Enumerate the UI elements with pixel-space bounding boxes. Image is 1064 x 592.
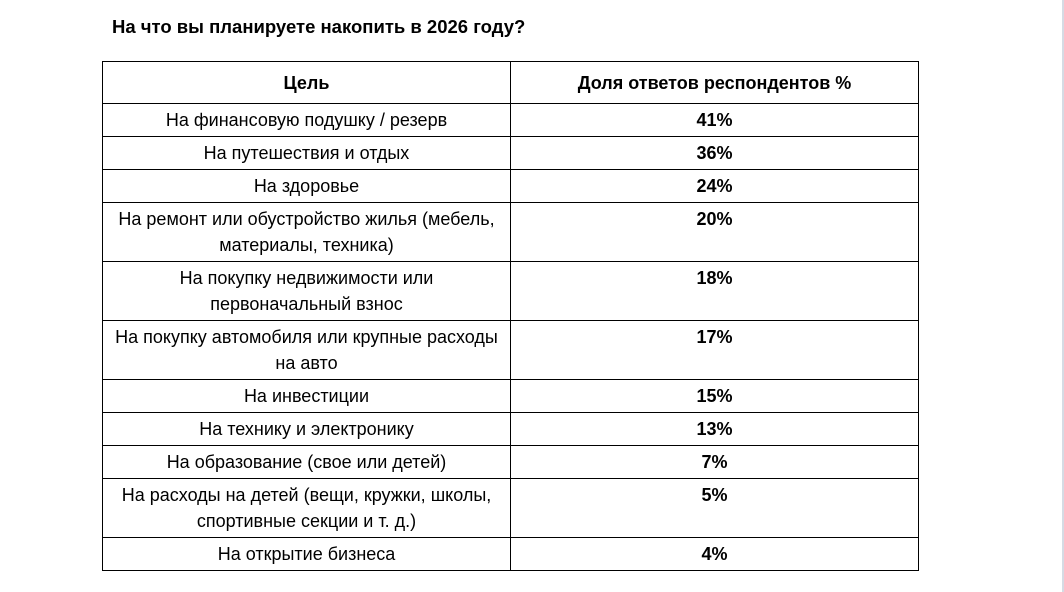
goal-cell: На инвестиции: [103, 380, 511, 413]
table-row: [103, 380, 919, 413]
goal-cell: На здоровье: [103, 170, 511, 203]
table-header-row: [103, 62, 919, 104]
table-row: [103, 321, 919, 380]
goal-cell: На образование (свое или детей): [103, 446, 511, 479]
share-cell: 5%: [511, 479, 919, 538]
goal-cell: На покупку автомобиля или крупные расходы на авто: [103, 321, 511, 380]
table-row: [103, 170, 919, 203]
share-cell: 36%: [511, 137, 919, 170]
goal-cell: На путешествия и отдых: [103, 137, 511, 170]
table-row: [103, 479, 919, 538]
column-header-share: Доля ответов респондентов %: [511, 62, 919, 104]
survey-results-table: [102, 61, 919, 571]
share-cell: 13%: [511, 413, 919, 446]
table-row: [103, 203, 919, 262]
share-cell: 7%: [511, 446, 919, 479]
table-row: [103, 446, 919, 479]
table-row: [103, 104, 919, 137]
column-header-goal: Цель: [103, 62, 511, 104]
goal-cell: На покупку недвижимости или первоначальный взнос: [103, 262, 511, 321]
goal-cell: На ремонт или обустройство жилья (мебель, материалы, техника): [103, 203, 511, 262]
share-cell: 18%: [511, 262, 919, 321]
share-cell: 24%: [511, 170, 919, 203]
table-row: [103, 262, 919, 321]
table-row: [103, 137, 919, 170]
goal-cell: На технику и электронику: [103, 413, 511, 446]
goal-cell: На финансовую подушку / резерв: [103, 104, 511, 137]
share-cell: 4%: [511, 538, 919, 571]
share-cell: 17%: [511, 321, 919, 380]
share-cell: 15%: [511, 380, 919, 413]
page-title: На что вы планируете накопить в 2026 году?: [112, 16, 526, 37]
share-cell: 20%: [511, 203, 919, 262]
share-cell: 41%: [511, 104, 919, 137]
goal-cell: На открытие бизнеса: [103, 538, 511, 571]
table-row: [103, 413, 919, 446]
goal-cell: На расходы на детей (вещи, кружки, школы, спортивные секции и т. д.): [103, 479, 511, 538]
table-row: [103, 538, 919, 571]
